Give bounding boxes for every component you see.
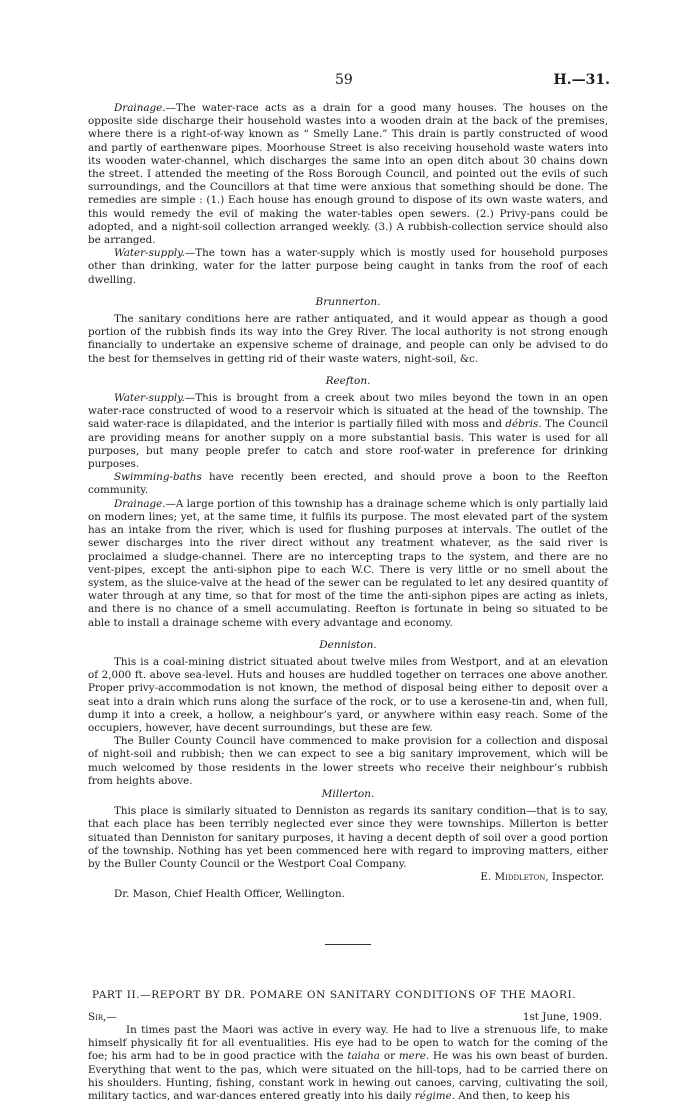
paragraph-reefton-drainage <box>88 498 608 630</box>
paragraph-drainage <box>88 102 608 247</box>
document-reference: H.—31. <box>553 72 610 88</box>
letter-opening <box>88 1011 608 1024</box>
part-title: PART II.—REPORT BY DR. POMARE ON SANITARY CONDITIONS OF THE MAORI. <box>92 988 577 1001</box>
maori-term-taiaha: taiaha <box>347 1050 380 1063</box>
paragraph-lead: Water-supply. <box>114 247 185 260</box>
paragraph-text: have recently been erected, and should prove a boon to the Reefton community. <box>88 471 608 497</box>
paragraph-denniston-2: The Buller County Council have commenced to make provision for a collection and disposal of night-soil and rubbish; then we can expect to see a big sanitary improvement, which will be much welcomed by those residents in the lower streets who receive their neighbour’s rubbish from heights above. <box>88 735 608 787</box>
paragraph-lead: Swimming-baths <box>114 471 202 484</box>
paragraph-emphasis: régime <box>414 1090 452 1102</box>
paragraph-text: —This is brought from a creek about two miles beyond the town in an open water-race constructed of wood to a reservoir which is situated at the head of the township. The said water-race is dilapidated, and the interior is partially filled with moss and <box>88 392 608 431</box>
salutation: Sir,— <box>88 1010 117 1023</box>
paragraph-text: . He was his own beast of burden. Everything that went to the pas, which were situated on the hill-tops, had to be carried there on his shoulders. Hunting, fishing, constant work in hewing out canoes, carving, cultivating the soil, military tactics, and war-dances entered greatly into his daily <box>88 1050 608 1102</box>
paragraph-emphasis: débris <box>505 418 539 431</box>
paragraph-text: In times past the Maori was active in every way. He had to live a strenuous life, to make himself physically fit for all eventualities. His eye had to be open to watch for the coming of the foe; his arm had to be in good practice with the <box>88 1023 608 1063</box>
paragraph-text: or <box>379 1050 399 1063</box>
signature-name: E. Middleton <box>480 871 546 884</box>
paragraph-maori-past <box>88 1024 608 1103</box>
paragraph-text: —The water-race acts as a drain for a good many houses. The houses on the opposite side discharge their household wastes into a wooden drain at the back of the premises, where there is a right-of-way known as “ Smelly Lane.” This drain is partly constructed of wood and partly of earthenware pipes. Moorhouse Street is also receiving household waste waters into its wooden water-channel, which discharges the same into an open ditch about 30 chains down the street. I attended the meeting of the Ross Borough Council, and pointed out the evils of such surroundings, and the Councillors at that time were anxious that something should be done. The remedies are simple : (1.) Each house has enough ground to dispose of its own waste waters, and this would remedy the evil of making the water-tables open sewers. (2.) Privy-pans could be adopted, and a night-soil collection arranged weekly. (3.) A rubbish-collection service should also be arranged. <box>88 102 608 247</box>
paragraph-millerton: This place is similarly situated to Denniston as regards its sanitary condition—that is to say, that each place has been terribly neglected ever since they were townships. Millerton is better situated than Denniston for sanitary purposes, it having a decent depth of soil over a good portion of the township. Nothing has yet been commenced here with regard to improving matters, either by the Buller County Council or the Westport Coal Company. <box>88 805 608 870</box>
paragraph-lead: Drainage. <box>114 102 166 114</box>
paragraph-water-supply <box>88 247 608 287</box>
signature-title: , Inspector. <box>545 871 604 884</box>
document-page <box>88 66 608 1103</box>
letter-date: 1st June, 1909. <box>522 1010 602 1023</box>
paragraph-reefton-water <box>88 392 608 471</box>
maori-term-mere: mere <box>398 1050 426 1063</box>
paragraph-text: —The town has a water-supply which is mostly used for household purposes other than drinking, water for the latter purpose being caught in tanks from the roof of each dwelling. <box>88 247 608 286</box>
paragraph-denniston-1: This is a coal-mining district situated about twelve miles from Westport, and at an elevation of 2,000 ft. above sea-level. Huts and houses are huddled together on terraces one above another. Proper privy-accommodation is not known, the method of disposal being either to deposit over a seat into a drain which runs along the surface of the rock, or to use a kerosene-tin and, when full, dump it into a creek, a hollow, a neighbour’s yard, or anywhere within easy reach. Some of the occupiers, however, have decent surroundings, but these are few. <box>88 655 608 734</box>
paragraph-lead: Water-supply. <box>114 392 185 405</box>
page-header <box>88 66 608 90</box>
paragraph-reefton-swimming <box>88 471 608 497</box>
paragraph-lead: Drainage. <box>114 497 166 510</box>
paragraph-text: . And then, to keep his <box>451 1090 570 1102</box>
page-number: 59 <box>335 72 353 88</box>
section-heading-millerton: Millerton. <box>321 787 375 800</box>
section-heading-reefton: Reefton. <box>325 374 371 387</box>
paragraph-brunnerton: The sanitary conditions here are rather antiquated, and it would appear as though a good portion of the rubbish finds its way into the Grey River. The local authority is not strong enough financially to undertake an expensive scheme of drainage, and people can only be advised to do the best for themselves in getting rid of their waste waters, night-soil, &c. <box>88 313 608 365</box>
section-heading-brunnerton: Brunnerton. <box>315 295 381 308</box>
addressee: Dr. Mason, Chief Health Officer, Wellington. <box>114 888 345 901</box>
paragraph-text: . The Council are providing means for another supply on a more substantial basis. This water is used for all purposes, but many people prefer to catch and store roof-water in preference for drinking purposes. <box>88 418 609 471</box>
signature-line <box>88 871 608 884</box>
paragraph-text: —A large portion of this township has a drainage scheme which is only partially laid on modern lines; yet, at the same time, it fulfils its purpose. The most elevated part of the system has an intake from the river, which is used for flushing purposes at intervals. The outlet of the sewer discharges into the river direct without any treatment whatever, as the said river is proclaimed a sludge-channel. There are no intercepting traps to the system, and there are no vent-pipes, except the anti-siphon pipe to each W.C. There is very little or no smell about the system, as the sluice-valve at the head of the sewer can be regulated to let any desired quantity of water through at any time, so that for most of the time the anti-siphon pipes are acting as inlets, and there is no chance of a smell accumulating. Reefton is fortunate in being so situated to be able to install a drainage scheme with every advantage and economy. <box>88 497 608 629</box>
section-heading-denniston: Denniston. <box>319 638 377 651</box>
